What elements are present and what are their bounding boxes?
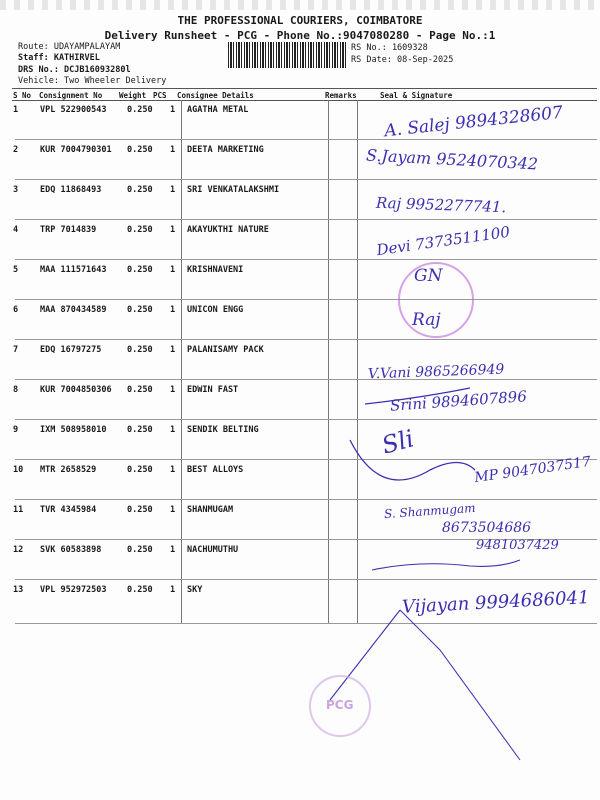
row-consignment-no: VPL 522900543 — [40, 105, 107, 115]
rs-date: RS Date: 08-Sep-2025 — [351, 55, 454, 65]
row-consignee: DEETA MARKETING — [187, 145, 264, 155]
rs-number: RS No.: 1609328 — [351, 43, 428, 53]
row-weight: 0.250 — [127, 145, 153, 155]
row-consignment-no: TRP 7014839 — [40, 225, 97, 235]
row-sno: 1 — [13, 105, 19, 115]
row-pcs: 1 — [170, 185, 176, 195]
signature-8: Srini 9894607896 — [389, 387, 528, 415]
company-title: THE PROFESSIONAL COURIERS, COIMBATORE — [177, 14, 423, 27]
row-sno: 4 — [13, 225, 19, 235]
row-pcs: 1 — [170, 345, 176, 355]
row-weight: 0.250 — [127, 305, 153, 315]
col-consignee: Consignee Details — [177, 91, 254, 100]
row-consignment-no: EDQ 16797275 — [40, 345, 102, 355]
signature-9: Sli — [378, 424, 417, 460]
signature-2: S.Jayam 9524070342 — [365, 145, 539, 174]
row-consignee: SENDIK BELTING — [187, 425, 259, 435]
row-weight: 0.250 — [127, 505, 153, 515]
faint-stamp-label: PCG — [326, 698, 354, 712]
row-consignment-no: SVK 60583898 — [40, 545, 102, 555]
row-sno: 10 — [13, 465, 24, 475]
col-pcs: PCS — [153, 91, 167, 100]
row-pcs: 1 — [170, 385, 176, 395]
row-weight: 0.250 — [127, 465, 153, 475]
row-sno: 7 — [13, 345, 19, 355]
row-pcs: 1 — [170, 465, 176, 475]
runsheet-subtitle: Delivery Runsheet - PCG - Phone No.:9047080280 - Page No.:1 — [104, 29, 496, 42]
row-sno: 8 — [13, 385, 19, 395]
row-consignment-no: MAA 870434589 — [40, 305, 107, 315]
signature-3: Raj 9952277741. — [375, 193, 507, 217]
row-weight: 0.250 — [127, 185, 153, 195]
row-pcs: 1 — [170, 545, 176, 555]
signature-6: Raj — [412, 310, 441, 330]
row-weight: 0.250 — [127, 425, 153, 435]
row-weight: 0.250 — [127, 345, 153, 355]
row-consignee: SRI VENKATALAKSHMI — [187, 185, 280, 195]
row-weight: 0.250 — [127, 385, 153, 395]
stroke-12 — [372, 560, 520, 570]
row-sno: 2 — [13, 145, 19, 155]
col-weight: Weight — [119, 91, 147, 100]
row-pcs: 1 — [170, 265, 176, 275]
stroke-8 — [365, 388, 470, 404]
signature-11-name: S. Shanmugam — [383, 500, 476, 522]
route-label: Route: UDAYAMPALAYAM — [18, 42, 121, 52]
signature-11-phone: 8673504686 — [442, 520, 532, 536]
row-pcs: 1 — [170, 425, 176, 435]
row-weight: 0.250 — [127, 265, 153, 275]
signature-5: GN — [414, 266, 443, 286]
vehicle-label: Vehicle: Two Wheeler Delivery — [18, 76, 167, 86]
row-consignment-no: IXM 508958010 — [40, 425, 107, 435]
row-sno: 3 — [13, 185, 19, 195]
signature-7: V.Vani 9865266949 — [367, 361, 505, 383]
signature-1: A. Salej 9894328607 — [383, 102, 564, 142]
row-consignee: EDWIN FAST — [187, 385, 239, 395]
col-sno: S No — [13, 91, 32, 100]
signature-10: MP 9047037517 — [473, 453, 592, 487]
row-sno: 5 — [13, 265, 19, 275]
col-consignment: Consignment No — [39, 91, 103, 100]
signature-12-phone: 9481037429 — [476, 538, 559, 553]
row-consignment-no: TVR 4345984 — [40, 505, 97, 515]
col-seal: Seal & Signature — [380, 91, 453, 100]
col-remarks: Remarks — [325, 91, 357, 100]
row-consignee: BEST ALLOYS — [187, 465, 244, 475]
row-consignment-no: EDQ 11868493 — [40, 185, 102, 195]
signature-4: Devi 7373511100 — [375, 222, 511, 260]
row-consignee: UNICON ENGG — [187, 305, 244, 315]
row-pcs: 1 — [170, 305, 176, 315]
stroke-13-tail — [330, 610, 400, 700]
row-consignment-no: KUR 7004850306 — [40, 385, 112, 395]
row-weight: 0.250 — [127, 225, 153, 235]
row-consignment-no: MAA 111571643 — [40, 265, 107, 275]
row-weight: 0.250 — [127, 105, 153, 115]
row-sno: 12 — [13, 545, 24, 555]
drs-label: DRS No.: DCJB16093280l — [18, 65, 131, 75]
row-consignee: NACHUMUTHU — [187, 545, 239, 555]
row-weight: 0.250 — [127, 585, 153, 595]
row-consignee: AKAYUKTHI NATURE — [187, 225, 269, 235]
staff-label: Staff: KATHIRVEL — [18, 53, 100, 63]
signature-13: Vijayan 9994686041 — [401, 587, 590, 618]
row-consignee: KRISHNAVENI — [187, 265, 244, 275]
row-pcs: 1 — [170, 585, 176, 595]
row-consignment-no: KUR 7004790301 — [40, 145, 112, 155]
row-sno: 6 — [13, 305, 19, 315]
row-pcs: 1 — [170, 505, 176, 515]
row-consignee: SHANMUGAM — [187, 505, 234, 515]
row-pcs: 1 — [170, 225, 176, 235]
stroke-13-tail-2 — [400, 610, 520, 760]
row-consignee: AGATHA METAL — [187, 105, 249, 115]
row-consignee: SKY — [187, 585, 203, 595]
row-consignment-no: VPL 952972503 — [40, 585, 107, 595]
row-pcs: 1 — [170, 145, 176, 155]
row-sno: 11 — [13, 505, 24, 515]
row-sno: 13 — [13, 585, 24, 595]
row-sno: 9 — [13, 425, 19, 435]
stroke-9 — [350, 440, 475, 480]
row-weight: 0.250 — [127, 545, 153, 555]
row-consignment-no: MTR 2658529 — [40, 465, 97, 475]
row-pcs: 1 — [170, 105, 176, 115]
row-consignee: PALANISAMY PACK — [187, 345, 264, 355]
